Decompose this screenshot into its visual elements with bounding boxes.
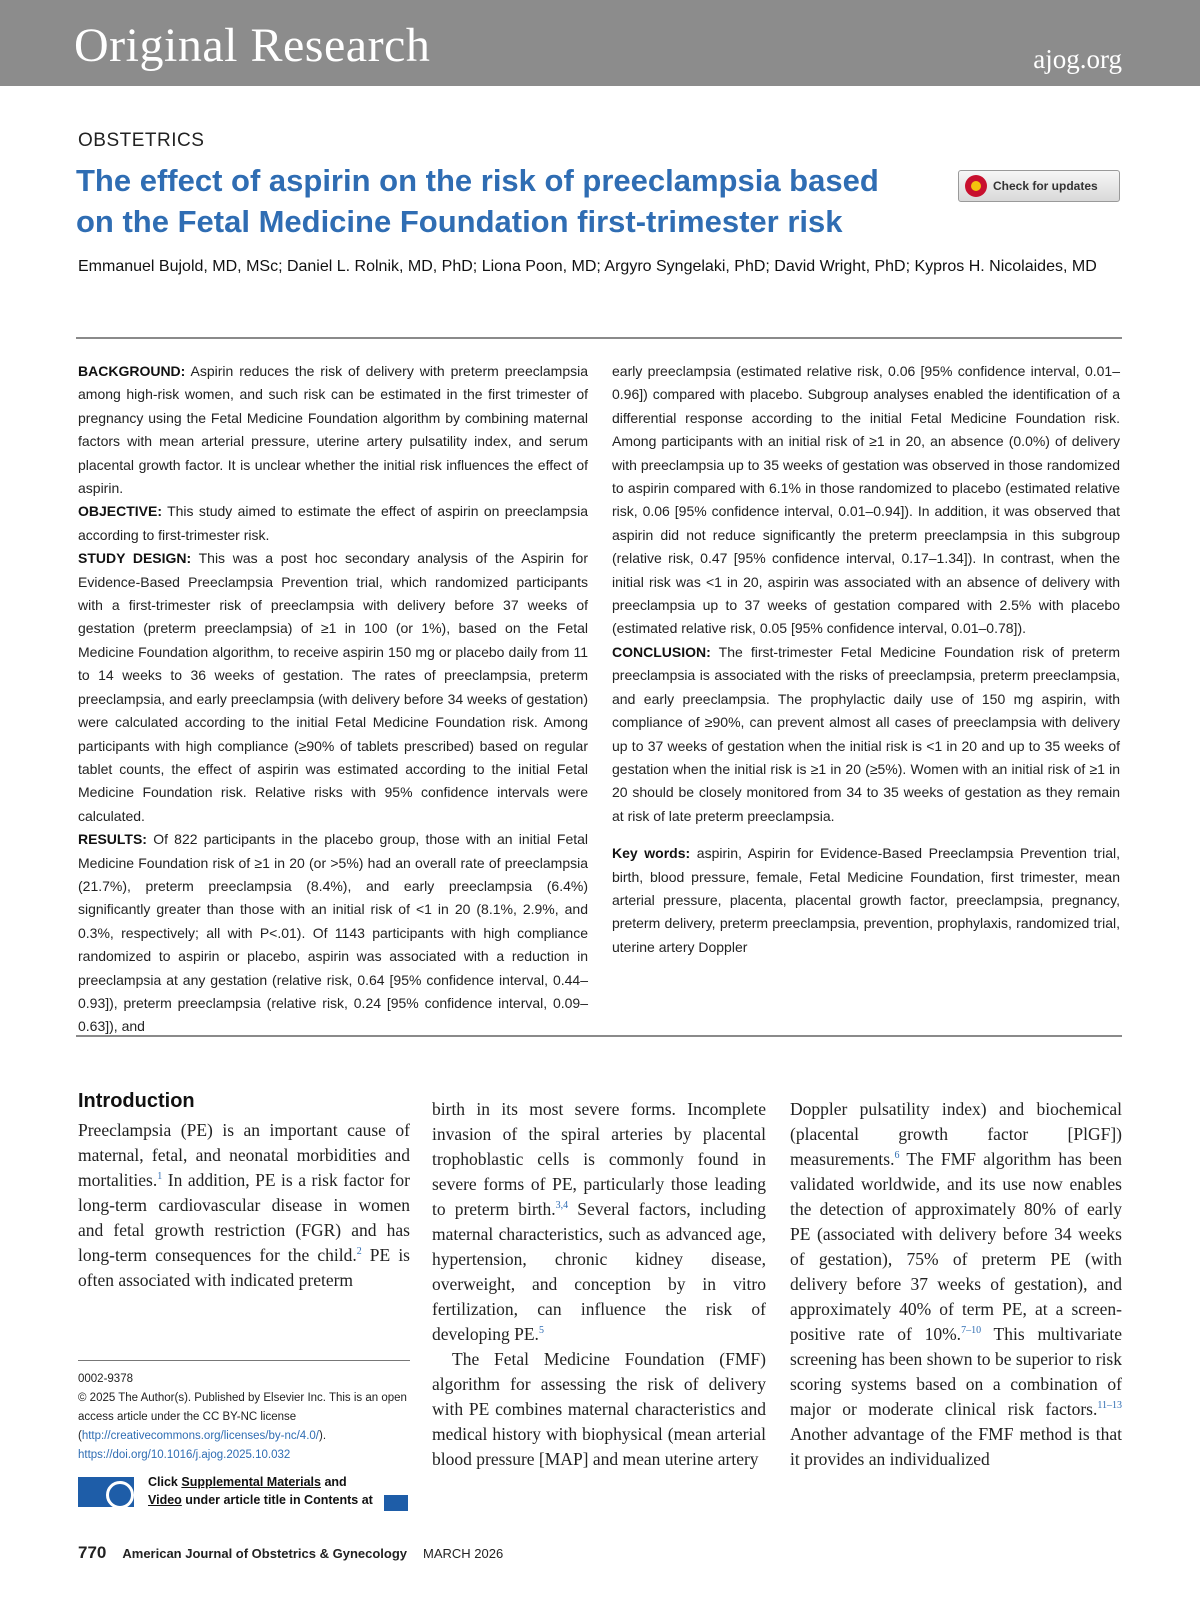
abstract-objective: OBJECTIVE: This study aimed to estimate the effect of aspirin on preeclampsia according to first-trimester risk.: [78, 503, 588, 543]
citation-link[interactable]: 2: [356, 1246, 362, 1258]
issn: 0002-9378: [78, 1373, 133, 1385]
body-column-1: [78, 1088, 410, 1293]
supplemental-text: Click Supplemental Materials and Video under article title in Contents at: [148, 1475, 373, 1507]
supplemental-notice: [78, 1473, 413, 1513]
crossmark-icon: [965, 175, 987, 197]
body-column-2: [432, 1097, 766, 1472]
abstract-keywords: Key words: aspirin, Aspirin for Evidence-Based Preeclampsia Prevention trial, birth, blood pressure, female, Fetal Medicine Foundation, first trimester, mean arterial pressure, placenta, placental growth factor, preeclampsia, pregnancy, preterm delivery, preterm preeclampsia, prevention, prophylaxis, randomized trial, uterine artery Doppler: [612, 845, 1120, 955]
citation-link[interactable]: 1: [157, 1171, 163, 1183]
section-label: OBSTETRICS: [78, 130, 205, 151]
header-banner: [0, 0, 1200, 86]
body-paragraph: Preeclampsia (PE) is an important cause of maternal, fetal, and neonatal morbidities and mortalities.$^1$ In addition, PE is a risk factor for long-term cardiovascular disease in women and fetal growth restriction (FGR) and has long-term consequences for the child.$^2$ PE is often associated with indicated preterm: [78, 1120, 410, 1290]
abstract-conclusion: CONCLUSION: The first-trimester Fetal Medicine Foundation risk of preterm preeclampsia is associated with the risks of preeclampsia, preterm preeclampsia, and early preeclampsia. The prophylactic daily use of 150 mg aspirin, with compliance of ≥90%, can prevent almost all cases of preeclampsia with delivery up to 37 weeks of gestation when the initial risk is <1 in 20 and up to 35 weeks of gestation when the initial risk is ≥1 in 20 (≥5%). Women with an initial risk of ≥1 in 20 should be closely monitored from 34 to 35 weeks of gestation as they remain at risk of late preterm preeclampsia.: [612, 643, 1121, 824]
citation-link[interactable]: 11–13: [1097, 1400, 1122, 1412]
abstract-results-continued: early preeclampsia (estimated relative risk, 0.06 [95% confidence interval, 0.01–0.96]) compared with placebo. Subgroup analyses enabled the identification of a differential response according to the initial Fetal Medicine Foundation risk. Among participants with an initial risk of ≥1 in 20, an absence (0.0%) of delivery with preeclampsia up to 35 weeks of gestation was observed in those randomized to aspirin compared with 6.1% in those randomized to placebo (estimated relative risk, 0.06 [95% confidence interval, 0.01–0.94]). In addition, it was observed that aspirin did not reduce significantly the preterm preeclampsia in this subgroup (relative risk, 0.47 [95% confidence interval, 0.17–1.34]). In contrast, when the initial risk was <1 in 20, aspirin was associated with an absence of delivery with preeclampsia up to 37 weeks of gestation compared with 2.5% with placebo (estimated relative risk, 0.05 [95% confidence interval, 0.01–0.78]).: [612, 363, 1120, 637]
body-paragraph: birth in its most severe forms. Incomplete invasion of the spiral arteries by placental trophoblastic cells is commonly found in severe forms of PE, particularly those leading to preterm birth.$^{3,4}$ Several factors, including maternal characteristics, such as advanced age, hypertension, chronic kidney disease, overweight, and conception by in vitro fertilization, can influence the risk of developing PE.$^5$: [432, 1099, 766, 1344]
video-icon: [78, 1477, 134, 1507]
check-updates-label: Check for updates: [993, 179, 1098, 193]
article-title: The effect of aspirin on the risk of preeclampsia based on the Fetal Medicine Foundation first-trimester risk: [76, 163, 879, 239]
site-link[interactable]: ajog.org: [1033, 44, 1122, 74]
banner-title: Original Research: [74, 19, 431, 72]
abstract-left-column: [78, 360, 588, 1039]
journal-name: American Journal of Obstetrics & Gynecology: [122, 1546, 408, 1561]
body-paragraph: Doppler pulsatility index) and biochemical (placental growth factor [PlGF]) measurements.$^6$ The FMF algorithm has been validated worldwide, and its use now enables the detection of approximately 80% of early PE (associated with delivery before 34 weeks of gestation), 75% of preterm PE (with delivery before 37 weeks of gestation), and approximately 40% of term PE, at a screen-positive rate of 10%.$^{7-10}$ This multivariate screening has been shown to be superior to risk scoring systems based on a combination of major or moderate clinical risk factors.$^{11-13}$ Another advantage of the FMF method is that it provides an individualized: [790, 1099, 1122, 1469]
citation-link[interactable]: 6: [894, 1150, 900, 1162]
footnote: [78, 1370, 413, 1465]
abstract-top-divider: [76, 337, 1122, 339]
abstract-results: RESULTS: Of 822 participants in the placebo group, those with an initial Fetal Medicine Foundation risk of ≥1 in 20 (or >5%) had an overall rate of preeclampsia (21.7%), preterm preeclampsia (8.4%), and early preeclampsia (6.4%) significantly greater than those with an initial risk of <1 in 20 (8.1%, 2.9%, and 0.3%, respectively; all with P<.01). Of 1143 participants with high compliance randomized to aspirin or placebo, aspirin was associated with a reduction in preeclampsia at any gestation (relative risk, 0.64 [95% confidence interval, 0.44–0.93]), preterm preeclampsia (relative risk, 0.24 [95% confidence interval, 0.09–0.63]), and: [78, 831, 589, 1035]
body-paragraph: The Fetal Medicine Foundation (FMF) algorithm for assessing the risk of delivery with PE combines maternal characteristics and medical history with biophysical (mean arterial blood pressure [MAP] and mean uterine artery: [432, 1349, 766, 1469]
abstract-background: BACKGROUND: Aspirin reduces the risk of delivery with preterm preeclampsia among high-risk women, and such risk can be estimated in the first trimester of pregnancy using the Fetal Medicine Foundation algorithm by combining maternal factors with mean arterial pressure, uterine artery pulsatility index, and serum placental growth factor. It is unclear whether the initial risk influences the effect of aspirin.: [78, 363, 588, 497]
citation-link[interactable]: 3,4: [555, 1200, 569, 1212]
body-column-3: [790, 1097, 1122, 1472]
introduction-heading: Introduction: [78, 1090, 195, 1112]
license-text: © 2025 The Author(s). Published by Elsevier Inc. This is an open access article under the CC BY-NC license (http://creativecommons.org/licenses/by-nc/4.0/).: [78, 1392, 407, 1442]
check-for-updates-button[interactable]: [958, 170, 1120, 202]
page-footer: [78, 1543, 503, 1563]
abstract-right-column: [612, 360, 1120, 959]
abstract-bottom-divider: [76, 1035, 1122, 1037]
supplemental-materials-link[interactable]: Supplemental Materials: [181, 1475, 321, 1489]
page-number: 770: [78, 1543, 107, 1562]
doi-link[interactable]: https://doi.org/10.1016/j.ajog.2025.10.032: [78, 1449, 291, 1461]
journal-contents-icon: [384, 1495, 408, 1511]
issue-date: MARCH 2026: [423, 1546, 504, 1561]
video-link[interactable]: Video: [148, 1493, 182, 1507]
citation-link[interactable]: 7–10: [961, 1325, 982, 1337]
author-list: Emmanuel Bujold, MD, MSc; Daniel L. Rolnik, MD, PhD; Liona Poon, MD; Argyro Syngelaki, PhD; David Wright, PhD; Kypros H. Nicolaides, MD: [78, 258, 1097, 275]
abstract-study-design: STUDY DESIGN: This was a post hoc secondary analysis of the Aspirin for Evidence-Based Preeclampsia Prevention trial, which randomized participants with a first-trimester risk of preeclampsia with delivery before 37 weeks of gestation (preterm preeclampsia) of ≥1 in 100 (or 1%), based on the Fetal Medicine Foundation algorithm, to receive aspirin 150 mg or placebo daily from 11 to 14 weeks to 36 weeks of gestation. The rates of preeclampsia, preterm preeclampsia, and early preeclampsia (with delivery before 34 weeks of gestation) were calculated according to the initial Fetal Medicine Foundation risk. Among participants with high compliance (≥90% of tablets prescribed) based on regular tablet counts, the effect of aspirin was estimated according to the initial Fetal Medicine Foundation risk. Relative risks with 95% confidence intervals were calculated.: [78, 550, 588, 824]
citation-link[interactable]: 5: [538, 1325, 544, 1337]
license-link[interactable]: http://creativecommons.org/licenses/by-nc/4.0/: [81, 1430, 319, 1442]
footnote-divider: [78, 1360, 410, 1361]
